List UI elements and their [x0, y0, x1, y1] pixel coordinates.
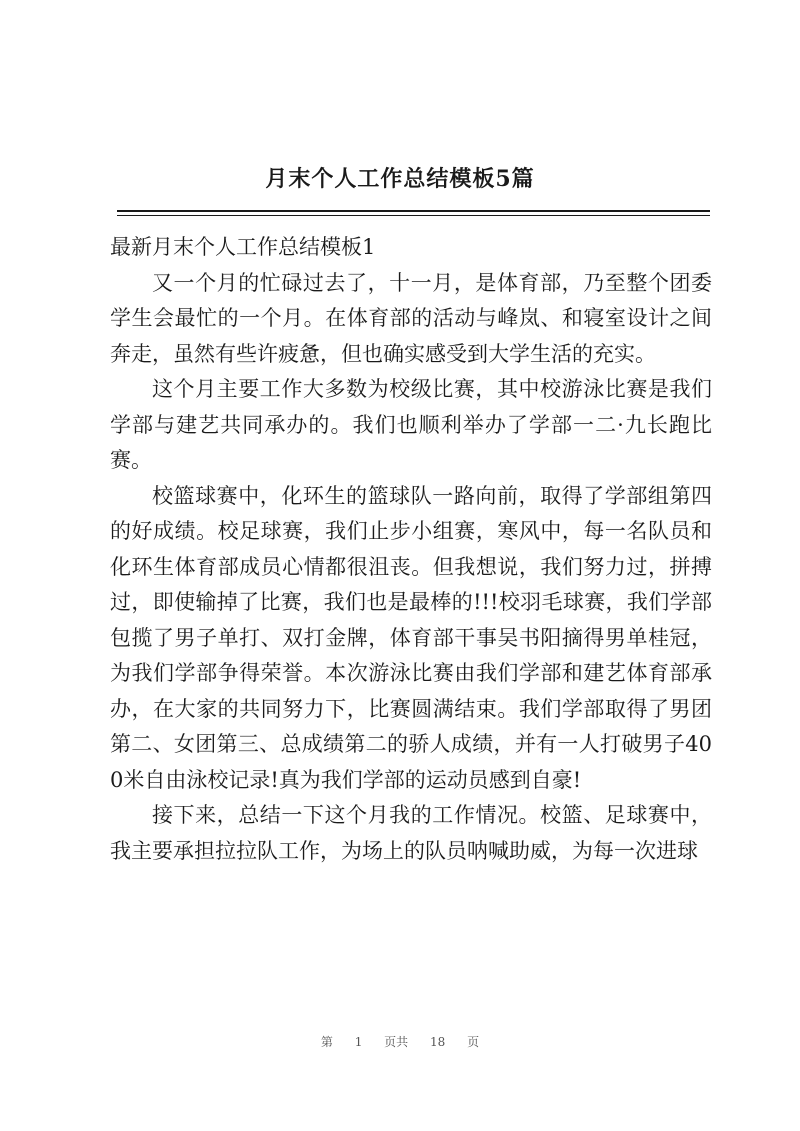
title-divider-thin — [117, 215, 710, 216]
footer-suffix: 页 — [467, 1035, 480, 1049]
paragraph-4: 接下来，总结一下这个月我的工作情况。校篮、足球赛中，我主要承担拉拉队工作，为场上的队员呐喊助威，为每一次进球 — [110, 803, 712, 863]
footer-total-pages: 18 — [430, 1035, 446, 1049]
paragraph-2: 这个月主要工作大多数为校级比赛，其中校游泳比赛是我们学部与建艺共同承办的。我们也顺利举办了学部一二·九长跑比赛。 — [110, 377, 712, 472]
footer-mid: 页共 — [384, 1035, 409, 1049]
footer-current-page: 1 — [354, 1035, 363, 1049]
document-title: 月末个人工作总结模板5篇 — [265, 166, 535, 192]
section-title: 最新月末个人工作总结模板1 — [110, 235, 376, 259]
paragraph-1: 又一个月的忙碌过去了，十一月，是体育部，乃至整个团委学生会最忙的一个月。在体育部的活动与峰岚、和寝室设计之间奔走，虽然有些许疲惫，但也确实感受到大学生活的充实。 — [110, 270, 712, 366]
page-footer — [0, 1033, 800, 1050]
document-body — [110, 230, 712, 869]
paragraph-3: 校篮球赛中，化环生的篮球队一路向前，取得了学部组第四的好成绩。校足球赛，我们止步小组赛，寒风中，每一名队员和化环生体育部成员心情都很沮丧。但我想说，我们努力过，拼搏过，即使输掉了比赛，我们也是最棒的!!!校羽毛球赛，我们学部包揽了男子单打、双打金牌，体育部干事吴书阳摘得男单桂冠，为我们学部争得荣誉。本次游泳比赛由我们学部和建艺体育部承办，在大家的共同努力下，比赛圆满结束。我们学部取得了男团第二、女团第三、总成绩第二的骄人成绩，并有一人打破男子400米自由泳校记录!真为我们学部的运动员感到自豪! — [110, 483, 712, 792]
title-divider-thick — [117, 210, 710, 212]
footer-prefix: 第 — [320, 1035, 333, 1049]
